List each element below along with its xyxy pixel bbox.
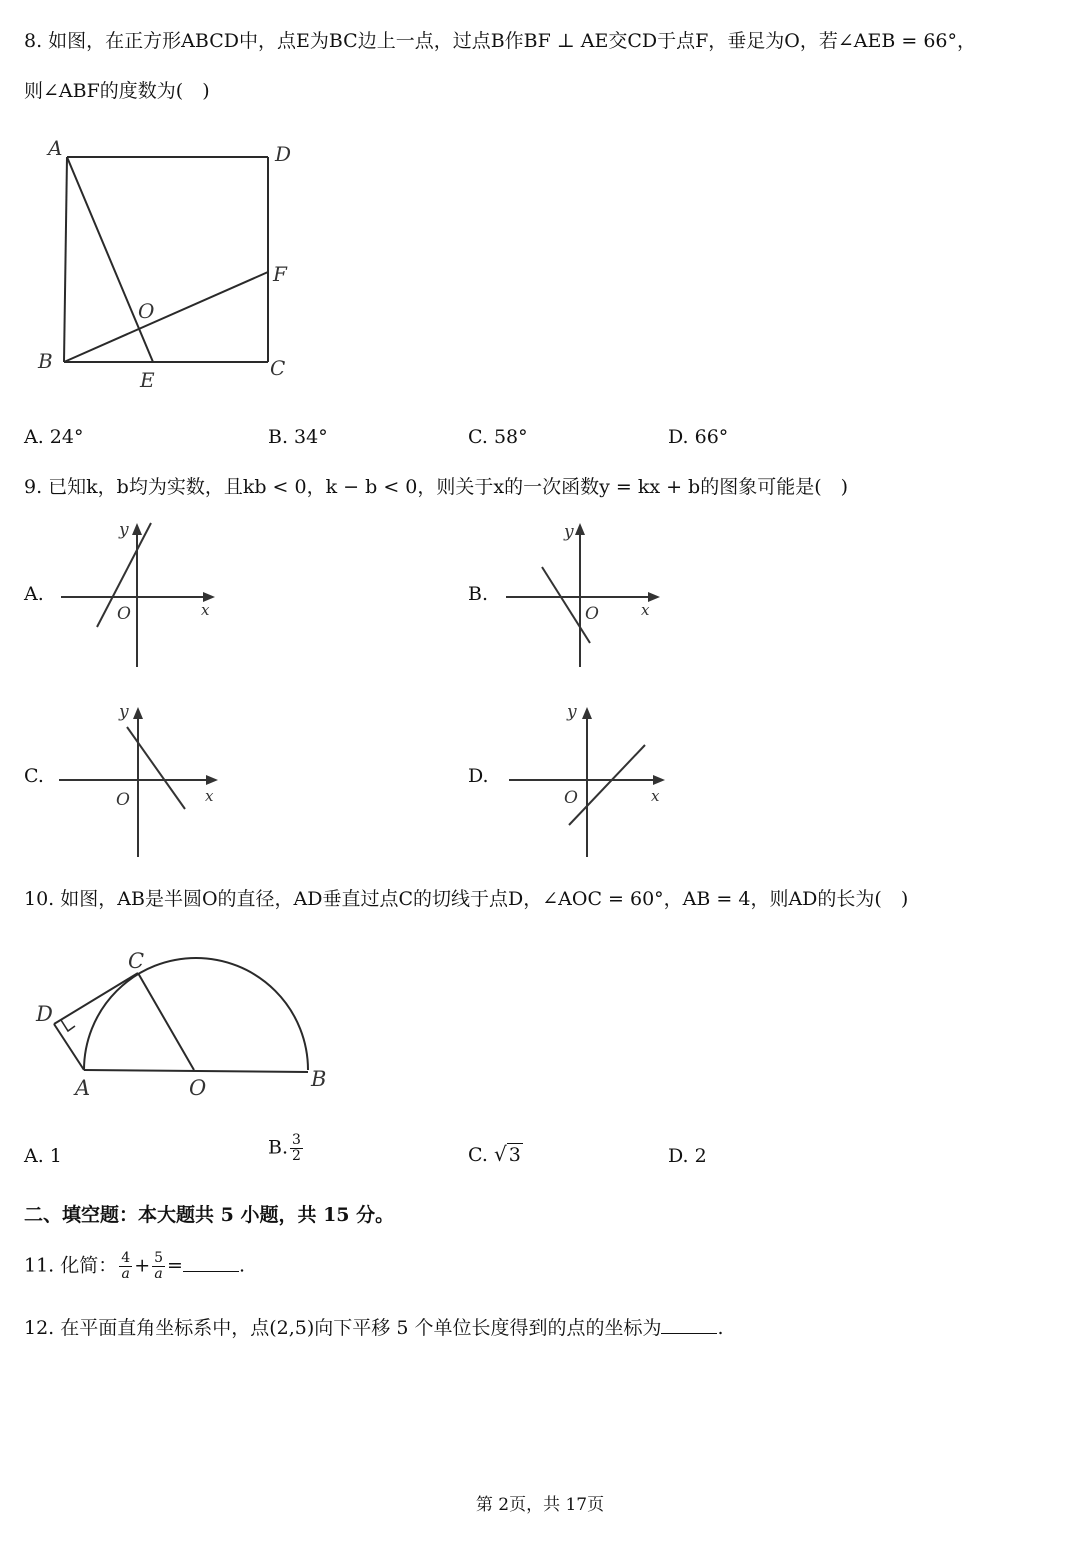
q9-d-y-label: y: [567, 702, 577, 722]
q10-option-c-radicand: 3: [508, 1144, 521, 1166]
q11-denominator-2: a: [154, 1266, 163, 1282]
q12-end: .: [717, 1317, 724, 1339]
q8-label-O: O: [138, 299, 155, 323]
q11-equals: =: [167, 1254, 183, 1277]
q9-graph-a: [55, 515, 225, 675]
section-2-heading: 二、填空题：本大题共 5 小题，共 15 分。: [24, 1204, 395, 1226]
q10-stem: 10. 如图，AB是半圆O的直径，AD垂直过点C的切线于点D，∠AOC = 60°，AB = 4，则AD的长为( ): [24, 888, 909, 910]
q10-semicircle-diagram: [30, 940, 350, 1110]
q10-option-b-prefix: B.: [268, 1136, 289, 1159]
q9-b-x-label: x: [641, 601, 650, 619]
q10-diameter-AB: [84, 1070, 308, 1072]
q9-graph-d: [505, 697, 675, 862]
q8-line-AE: [67, 157, 153, 362]
q8-label-A: A: [48, 136, 63, 160]
q10-label-B: B: [311, 1067, 327, 1091]
q8-square-diagram: [30, 135, 310, 400]
q11-denominator-1: a: [121, 1266, 130, 1282]
q8-label-B: B: [38, 349, 53, 373]
page-footer: 第 2页，共 17页: [475, 1495, 605, 1515]
q9-a-o-label: O: [117, 604, 131, 624]
q10-option-c: [468, 1141, 523, 1168]
q10-label-O: O: [189, 1076, 207, 1100]
q11-numerator-1: 4: [121, 1250, 131, 1266]
q11-numerator-2: 5: [154, 1250, 164, 1266]
q11-plus: +: [134, 1254, 151, 1277]
q11-fraction-1: [119, 1251, 132, 1282]
q9-line-d: [569, 745, 645, 825]
q10-right-angle-mark: [61, 1020, 75, 1031]
q10-option-d: D. 2: [668, 1145, 707, 1167]
q9-line-c: [127, 727, 185, 809]
q9-option-b-label: B.: [468, 583, 489, 605]
q9-b-y-label: y: [564, 522, 574, 542]
q9-b-o-label: O: [585, 604, 599, 624]
q10-label-A: A: [75, 1076, 91, 1100]
q9-d-o-label: O: [564, 788, 578, 808]
q9-option-d-label: D.: [468, 765, 489, 787]
q8-stem-line2: 则∠ABF的度数为( ): [24, 80, 210, 102]
q9-graph-c: [55, 697, 225, 862]
q11-prefix: 11. 化简：: [24, 1254, 118, 1277]
q12-stem: [24, 1315, 724, 1341]
q9-c-y-label: y: [119, 702, 129, 722]
q8-stem-line1: 8. 如图，在正方形ABCD中，点E为BC边上一点，过点B作BF ⊥ AE交CD于点F，垂足为O，若∠AEB = 66°，: [24, 30, 977, 52]
q10-tangent-DC: [54, 973, 138, 1024]
q10-option-b-numerator: 3: [292, 1132, 301, 1148]
q9-c-x-label: x: [205, 787, 214, 805]
q12-answer-blank[interactable]: [661, 1333, 717, 1334]
q11-end: .: [238, 1254, 245, 1277]
q10-option-b-fraction: [290, 1133, 303, 1164]
q9-c-o-label: O: [116, 790, 130, 810]
q9-option-c-label: C.: [24, 765, 44, 787]
q9-d-x-label: x: [651, 787, 660, 805]
sqrt-icon: √: [493, 1142, 507, 1166]
q10-label-C: C: [128, 949, 145, 973]
q10-radius-OC: [138, 973, 194, 1070]
q8-option-b: B. 34°: [268, 426, 328, 448]
q8-option-c: C. 58°: [468, 426, 528, 448]
q10-option-a: A. 1: [24, 1145, 62, 1167]
q11-stem: [24, 1251, 245, 1282]
q10-semicircle-arc: [84, 958, 308, 1070]
q10-option-b-denominator: 2: [292, 1148, 301, 1164]
q9-stem: 9. 已知k，b均为实数，且kb < 0，k − b < 0，则关于x的一次函数y = kx + b的图象可能是( ): [24, 476, 849, 498]
q12-text: 12. 在平面直角坐标系中，点(2,5)向下平移 5 个单位长度得到的点的坐标为: [24, 1317, 662, 1339]
q9-option-a-label: A.: [24, 583, 44, 605]
q9-graph-b: [500, 515, 670, 675]
q8-label-C: C: [270, 356, 286, 380]
q10-option-c-prefix: C.: [468, 1144, 488, 1166]
q11-answer-blank[interactable]: [183, 1271, 239, 1272]
q9-a-x-label: x: [201, 601, 210, 619]
q8-line-BF: [64, 272, 268, 362]
q11-fraction-2: [152, 1251, 165, 1282]
q9-a-y-label: y: [119, 520, 129, 540]
q10-label-D: D: [36, 1002, 53, 1026]
q8-label-D: D: [275, 142, 292, 166]
q10-option-b: [268, 1133, 305, 1164]
q8-option-d: D. 66°: [668, 426, 729, 448]
q8-label-E: E: [140, 368, 155, 392]
q8-option-a: A. 24°: [24, 426, 84, 448]
q8-label-F: F: [273, 262, 287, 286]
q9-line-b: [542, 567, 590, 643]
